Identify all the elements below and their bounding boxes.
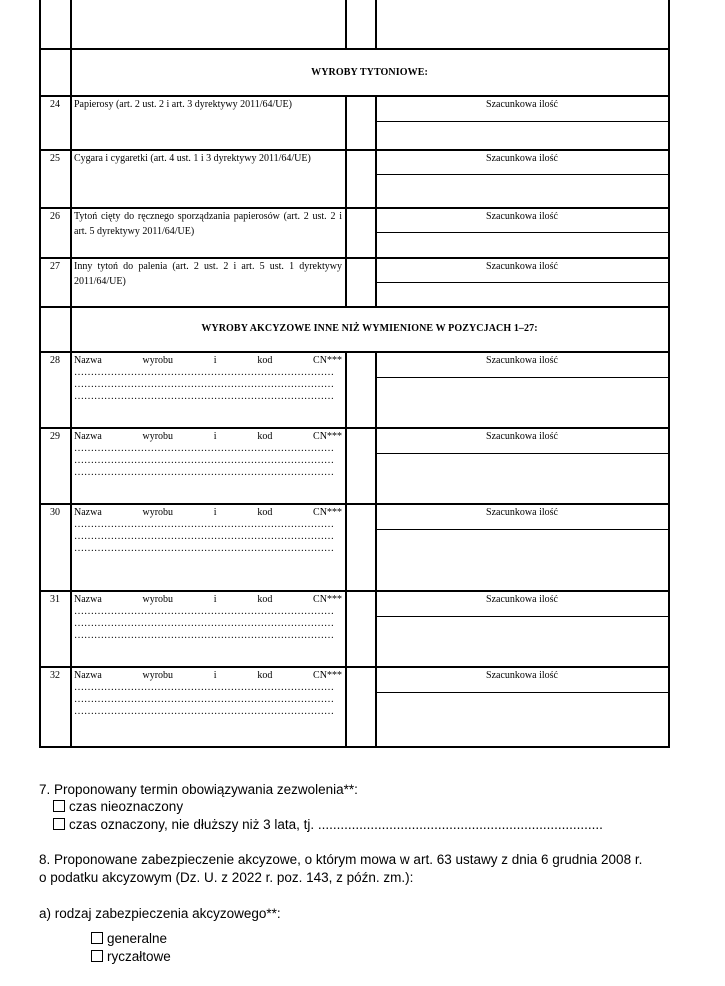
dotted-line: …………………………………………………………………… <box>74 519 334 530</box>
product-name-word: wyrobu <box>142 670 174 681</box>
product-name-word: kod <box>257 670 273 681</box>
dotted-line: …………………………………………………………………… <box>74 455 334 466</box>
qty-field-line <box>375 453 668 454</box>
qty-label: Szacunkowa ilość <box>486 507 558 518</box>
product-name-label <box>74 506 342 519</box>
qty-field-line <box>375 282 668 283</box>
qty-field-line <box>375 232 668 233</box>
qty-label: Szacunkowa ilość <box>486 99 558 110</box>
product-name-word: CN*** <box>313 594 342 605</box>
dotted-line: …………………………………………………………………… <box>74 630 334 641</box>
row-description: Papierosy (art. 2 ust. 2 i art. 3 dyrektywy 2011/64/UE) <box>74 99 292 110</box>
dotted-line: …………………………………………………………………… <box>74 467 334 478</box>
col-divider <box>345 503 347 590</box>
qty-field-line <box>375 692 668 693</box>
checkbox[interactable] <box>53 818 65 830</box>
table-right-border <box>668 0 670 746</box>
product-name-word: kod <box>257 507 273 518</box>
product-name-word: i <box>213 431 217 442</box>
row-number: 30 <box>50 507 60 518</box>
row-border <box>39 48 670 50</box>
row-border <box>39 351 670 353</box>
qty-input[interactable] <box>377 284 666 304</box>
dotted-line: …………………………………………………………………… <box>74 379 334 390</box>
product-name-word: Nazwa <box>74 670 102 681</box>
dotted-line: …………………………………………………………………… <box>74 694 334 705</box>
product-name-word: kod <box>257 594 273 605</box>
row-number: 28 <box>50 355 60 366</box>
section-8-line1: 8. Proponowane zabezpieczenie akcyzowe, o którym mowa w art. 63 ustawy z dnia 6 grudnia 2008 r. <box>39 852 643 867</box>
section-7-option-indefinite[interactable]: czas nieoznaczony <box>53 798 183 815</box>
qty-field-line <box>375 121 668 122</box>
row-border <box>39 427 670 429</box>
col-divider <box>345 257 347 306</box>
qty-label: Szacunkowa ilość <box>486 261 558 272</box>
dotted-line: …………………………………………………………………… <box>74 531 334 542</box>
product-name-word: wyrobu <box>142 355 174 366</box>
product-name-word: CN*** <box>313 507 342 518</box>
product-name-word: i <box>213 594 217 605</box>
table-left-border <box>39 0 41 746</box>
col-divider <box>375 0 377 50</box>
product-name-label <box>74 593 342 606</box>
qty-label: Szacunkowa ilość <box>486 355 558 366</box>
row-border <box>39 746 670 748</box>
qty-field-line <box>375 174 668 175</box>
product-name-word: kod <box>257 355 273 366</box>
product-name-word: Nazwa <box>74 355 102 366</box>
qty-input[interactable] <box>377 379 666 425</box>
section-8-line2: o podatku akcyzowym (Dz. U. z 2022 r. poz. 143, z późn. zm.): <box>39 870 414 885</box>
product-name-field[interactable] <box>74 669 342 718</box>
section-8a-title: a) rodzaj zabezpieczenia akcyzowego**: <box>39 906 281 921</box>
checkbox[interactable] <box>53 800 65 812</box>
checkbox[interactable] <box>91 932 103 944</box>
row-description: Cygara i cygaretki (art. 4 ust. 1 i 3 dyrektywy 2011/64/UE) <box>74 153 311 164</box>
row-description: Tytoń cięty do ręcznego sporządzania papierosów (art. 2 ust. 2 i art. 5 dyrektywy 2011/64/UE) <box>74 211 342 237</box>
qty-label: Szacunkowa ilość <box>486 211 558 222</box>
product-name-word: wyrobu <box>142 507 174 518</box>
col-divider <box>345 427 347 503</box>
qty-label: Szacunkowa ilość <box>486 670 558 681</box>
dotted-line: …………………………………………………………………… <box>74 391 334 402</box>
checkbox[interactable] <box>91 950 103 962</box>
row-border <box>39 503 670 505</box>
section-8a-option-general[interactable]: generalne <box>91 930 167 947</box>
row-number: 25 <box>50 153 60 164</box>
row-border <box>39 590 670 592</box>
dotted-line: …………………………………………………………………… <box>74 543 334 554</box>
product-name-label <box>74 430 342 443</box>
product-name-word: Nazwa <box>74 594 102 605</box>
qty-input[interactable] <box>377 455 666 501</box>
dotted-line: …………………………………………………………………… <box>74 443 334 454</box>
product-name-word: i <box>213 507 217 518</box>
col-divider <box>345 666 347 746</box>
dotted-line: …………………………………………………………………… <box>74 618 334 629</box>
row-description: Inny tytoń do palenia (art. 2 ust. 2 i art. 5 ust. 1 dyrektywy 2011/64/UE) <box>74 261 342 287</box>
product-name-word: i <box>213 670 217 681</box>
product-name-word: CN*** <box>313 355 342 366</box>
row-number: 27 <box>50 261 60 272</box>
col-divider <box>345 95 347 149</box>
product-name-field[interactable] <box>74 430 342 479</box>
row-number: 24 <box>50 99 60 110</box>
product-name-word: wyrobu <box>142 594 174 605</box>
dotted-line: …………………………………………………………………… <box>74 706 334 717</box>
qty-field-line <box>375 529 668 530</box>
qty-input[interactable] <box>377 531 666 588</box>
row-border <box>39 306 670 308</box>
row-border <box>39 666 670 668</box>
qty-label: Szacunkowa ilość <box>486 431 558 442</box>
qty-input[interactable] <box>377 234 666 255</box>
col-divider <box>345 207 347 257</box>
product-name-field[interactable] <box>74 354 342 403</box>
qty-input[interactable] <box>377 618 666 664</box>
col-divider <box>345 590 347 666</box>
product-name-word: CN*** <box>313 670 342 681</box>
qty-input[interactable] <box>377 123 666 147</box>
section-7-option-definite[interactable]: czas oznaczony, nie dłuższy niż 3 lata, tj. ............................................................................ <box>53 816 603 833</box>
product-name-word: CN*** <box>313 431 342 442</box>
row-number: 32 <box>50 670 60 681</box>
product-name-word: kod <box>257 431 273 442</box>
product-name-field[interactable] <box>74 593 342 642</box>
product-name-label <box>74 669 342 682</box>
product-name-word: Nazwa <box>74 431 102 442</box>
row-number: 29 <box>50 431 60 442</box>
qty-input[interactable] <box>377 176 666 205</box>
dotted-line: …………………………………………………………………… <box>74 367 334 378</box>
row-number: 26 <box>50 211 60 222</box>
col-divider <box>345 351 347 427</box>
qty-label: Szacunkowa ilość <box>486 594 558 605</box>
row-number: 31 <box>50 594 60 605</box>
col-divider <box>345 149 347 207</box>
qty-input[interactable] <box>377 694 666 744</box>
product-name-label <box>74 354 342 367</box>
product-name-word: wyrobu <box>142 431 174 442</box>
col-divider <box>70 0 72 50</box>
product-name-field[interactable] <box>74 506 342 555</box>
dotted-line: …………………………………………………………………… <box>74 682 334 693</box>
qty-field-line <box>375 616 668 617</box>
section-title-tobacco: WYROBY TYTONIOWE: <box>311 67 428 78</box>
section-7-title: 7. Proponowany termin obowiązywania zezwolenia**: <box>39 782 358 797</box>
qty-label: Szacunkowa ilość <box>486 153 558 164</box>
dotted-line: …………………………………………………………………… <box>74 606 334 617</box>
product-name-word: i <box>213 355 217 366</box>
qty-field-line <box>375 377 668 378</box>
section-8a-option-flat[interactable]: ryczałtowe <box>91 948 171 965</box>
product-name-word: Nazwa <box>74 507 102 518</box>
section-title-other: WYROBY AKCYZOWE INNE NIŻ WYMIENIONE W POZYCJACH 1–27: <box>201 323 538 334</box>
col-divider <box>345 0 347 50</box>
